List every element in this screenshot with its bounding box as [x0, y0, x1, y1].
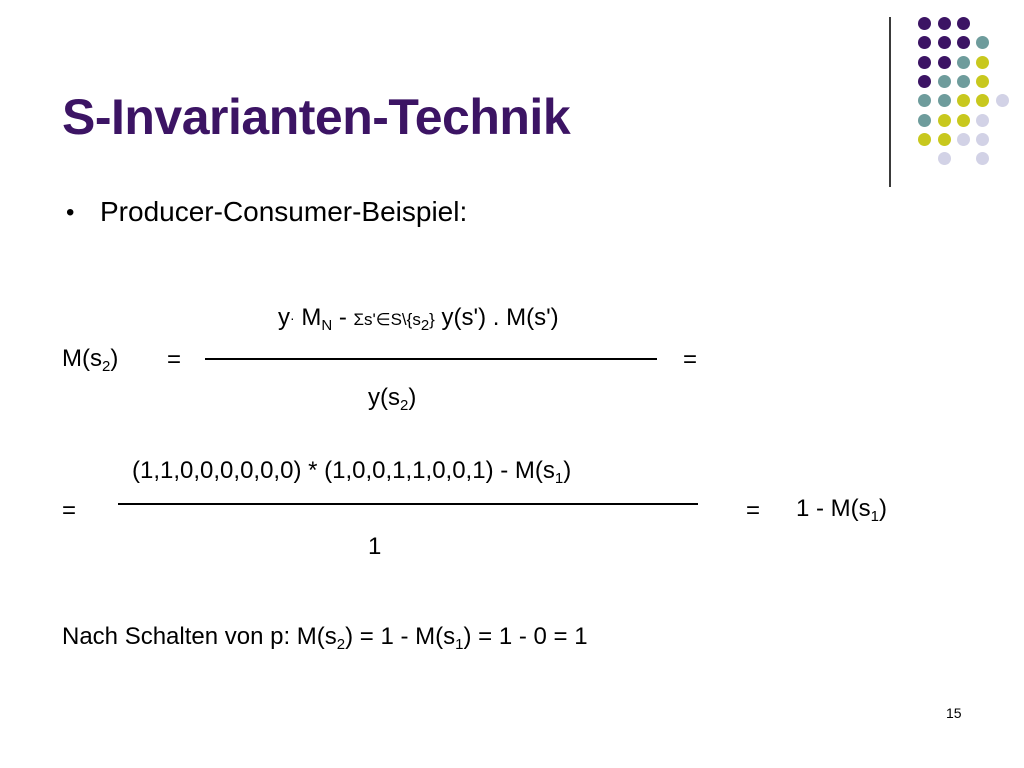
decorative-dot — [996, 94, 1009, 107]
conclusion-line: Nach Schalten von p: $M(s_2) = 1 - M(s_1) = 1 - 0 = 1$ — [62, 623, 588, 653]
decorative-dot — [976, 75, 989, 88]
decorative-dot — [957, 36, 970, 49]
formula2-fraction-bar — [118, 503, 698, 505]
decorative-dot — [938, 114, 951, 127]
decorative-dot — [938, 75, 951, 88]
page-number: 15 — [946, 705, 962, 721]
formula2-result: $1 - M(s_1)$ — [796, 495, 888, 525]
decorative-dot — [957, 94, 970, 107]
decorative-dot — [976, 94, 989, 107]
formula1-numerator: $y\cdot M_N$ - $\Sigma s'\in S\backslash\{s_2\}$ y(s') . M(s') — [278, 304, 559, 334]
decorative-dot — [957, 75, 970, 88]
slide-title: S-Invarianten-Technik — [62, 89, 571, 145]
decorative-dot — [918, 56, 931, 69]
decorative-dot — [957, 56, 970, 69]
decorative-dot — [938, 56, 951, 69]
decorative-dot — [918, 133, 931, 146]
formula2-equals-right: = — [746, 497, 761, 524]
decorative-dot — [938, 36, 951, 49]
decorative-dot — [918, 36, 931, 49]
bullet-text: Producer-Consumer-Beispiel: — [100, 196, 468, 227]
formula1-equals-right: = — [683, 346, 698, 373]
decorative-dot — [938, 94, 951, 107]
decorative-dot — [938, 17, 951, 30]
decorative-dot — [976, 114, 989, 127]
decorative-dot — [976, 36, 989, 49]
formula2-equals-left: = — [62, 497, 77, 524]
decorative-dot — [957, 17, 970, 30]
decorative-dot — [976, 133, 989, 146]
formula1-lhs: $M(s_2)$ — [62, 345, 119, 375]
decorative-dot — [957, 114, 970, 127]
formula2-numerator: $(1,1,0,0,0,0,0,0) * (1,0,0,1,1,0,0,1) - M(s_1)$ — [132, 457, 572, 487]
decorative-dot — [976, 56, 989, 69]
decorative-dot — [918, 75, 931, 88]
formula1-fraction-bar — [205, 358, 657, 360]
formula1-denominator: $y(s_2)$ — [368, 384, 417, 414]
decorative-dot — [918, 94, 931, 107]
bullet-marker: • — [66, 199, 75, 226]
decorative-dot — [938, 133, 951, 146]
formula1-equals-left: = — [167, 346, 182, 373]
decorative-dot — [957, 133, 970, 146]
decorative-dot — [918, 17, 931, 30]
decorative-dot — [918, 114, 931, 127]
vertical-divider-line — [889, 17, 891, 187]
decorative-dot — [976, 152, 989, 165]
formula2-denominator: 1 — [368, 533, 382, 560]
decorative-dot — [938, 152, 951, 165]
